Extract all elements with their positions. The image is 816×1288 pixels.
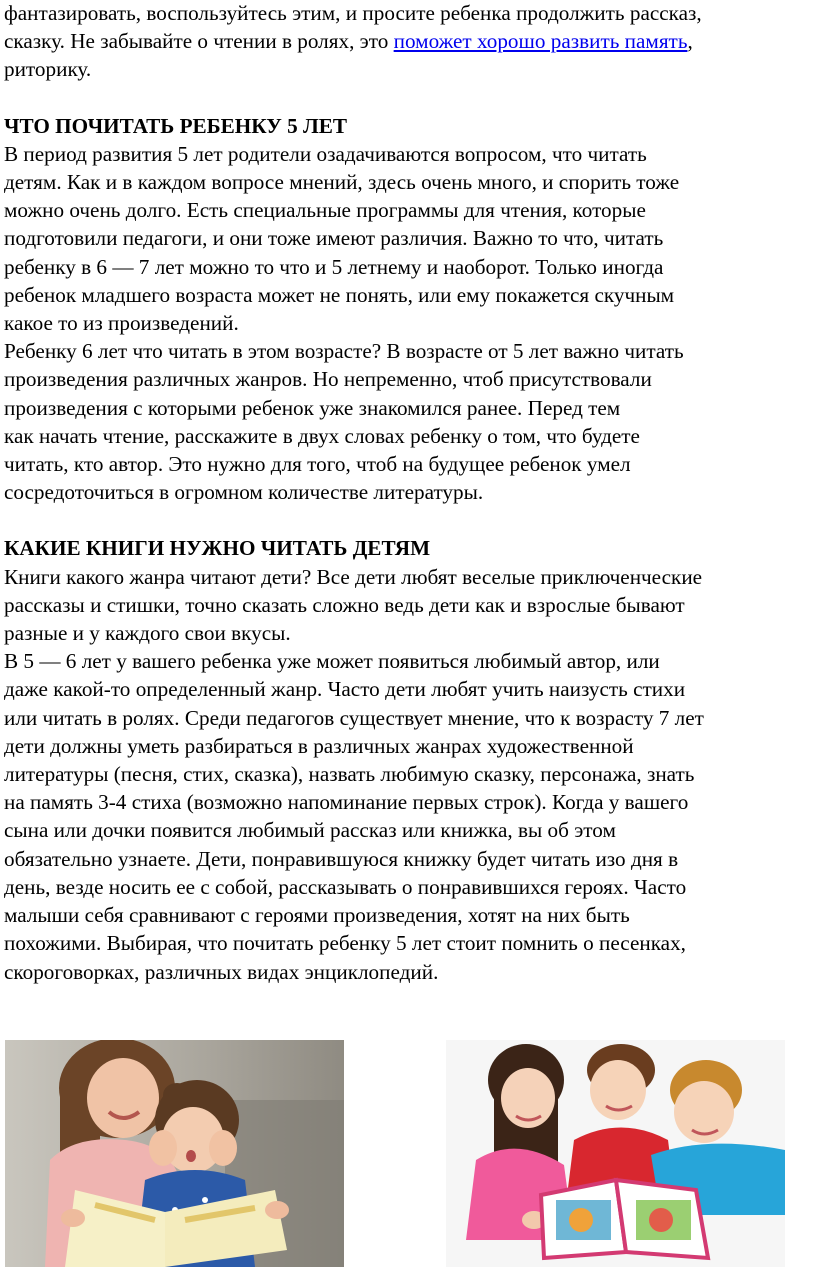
- section2-line: Книги какого жанра читают дети? Все дети любят веселые приключенческие: [4, 564, 703, 589]
- memory-link[interactable]: поможет хорошо развить память: [393, 29, 688, 54]
- section2-line: литературы (песня, стих, сказка), назвать любимую сказку, персонажа, знать: [4, 762, 695, 787]
- section2-line: В 5 — 6 лет у вашего ребенка уже может появиться любимый автор, или: [4, 649, 660, 674]
- section2-line: даже какой-то определенный жанр. Часто дети любят учить наизусть стихи: [4, 677, 686, 702]
- section2-line: сына или дочки появится любимый рассказ или книжка, вы об этом: [4, 818, 616, 843]
- section1-line: ребенок младшего возраста может не понять, или ему покажется скучным: [4, 282, 675, 307]
- section1-line: как начать чтение, расскажите в двух словах ребенку о том, что будете: [4, 423, 640, 448]
- section1-line: читать, кто автор. Это нужно для того, чтоб на будущее ребенок умел: [4, 452, 631, 477]
- section2-line: разные и у каждого свои вкусы.: [4, 621, 291, 646]
- section2-line: похожими. Выбирая, что почитать ребенку 5 лет стоит помнить о песенках,: [4, 931, 686, 956]
- section2-line: рассказы и стишки, точно сказать сложно ведь дети как и взрослые бывают: [4, 592, 685, 617]
- section2-line: день, везде носить ее с собой, рассказывать о понравившихся героях. Часто: [4, 874, 687, 899]
- intro-line-2-comma: ,: [687, 29, 693, 54]
- section1-line: сосредоточиться в огромном количестве литературы.: [4, 480, 484, 505]
- section2-line: скороговорках, различных видах энциклопедий.: [4, 959, 439, 984]
- section1-line: ребенку в 6 — 7 лет можно то что и 5 летнему и наоборот. Только иногда: [4, 254, 664, 279]
- section2-line: или читать в ролях. Среди педагогов существует мнение, что к возрасту 7 лет: [4, 705, 704, 730]
- section1-line: произведения с которыми ребенок уже знакомился ранее. Перед тем: [4, 395, 621, 420]
- section1-line: детям. Как и в каждом вопросе мнений, здесь очень много, и спорить тоже: [4, 170, 680, 195]
- section1-line: произведения различных жанров. Но непременно, чтоб присутствовали: [4, 367, 652, 392]
- children-reading-photo: [446, 1040, 785, 1267]
- section1-line: какое то из произведений.: [4, 311, 239, 336]
- section2-line: дети должны уметь разбираться в различных жанрах художественной: [4, 733, 634, 758]
- intro-line-2-text: сказку. Не забывайте о чтении в ролях, это: [4, 29, 394, 54]
- intro-line-1: фантазировать, воспользуйтесь этим, и просите ребенка продолжить рассказ,: [4, 1, 702, 25]
- section1-line: Ребенку 6 лет что читать в этом возрасте? В возрасте от 5 лет важно читать: [4, 339, 684, 364]
- section1-line: В период развития 5 лет родители озадачиваются вопросом, что читать: [4, 141, 647, 166]
- intro-line-2: [4, 27, 814, 55]
- section2-line: обязательно узнаете. Дети, понравившуюся книжку будет читать изо дня в: [4, 846, 679, 871]
- spacer: [4, 506, 814, 534]
- section2-paragraph: [4, 563, 814, 986]
- document-body: [4, 0, 814, 986]
- section2-heading: КАКИЕ КНИГИ НУЖНО ЧИТАТЬ ДЕТЯМ: [4, 536, 431, 561]
- children-reading-illustration: [446, 1040, 785, 1267]
- intro-line-3: риторику.: [4, 57, 92, 82]
- mother-daughter-illustration: [5, 1040, 344, 1267]
- section1-heading: ЧТО ПОЧИТАТЬ РЕБЕНКУ 5 ЛЕТ: [4, 113, 348, 138]
- intro-paragraph: [4, 0, 814, 84]
- section1-line: подготовили педагоги, и они тоже имеют различия. Важно то что, читать: [4, 226, 664, 251]
- section2-line: малыши себя сравнивают с героями произведения, хотят на них быть: [4, 903, 630, 928]
- section1-paragraph: [4, 140, 814, 507]
- section2-line: на память 3-4 стиха (возможно напоминание первых строк). Когда у вашего: [4, 790, 689, 815]
- mother-daughter-reading-photo: [5, 1040, 344, 1267]
- section1-line: можно очень долго. Есть специальные программы для чтения, которые: [4, 198, 646, 223]
- spacer: [4, 84, 814, 112]
